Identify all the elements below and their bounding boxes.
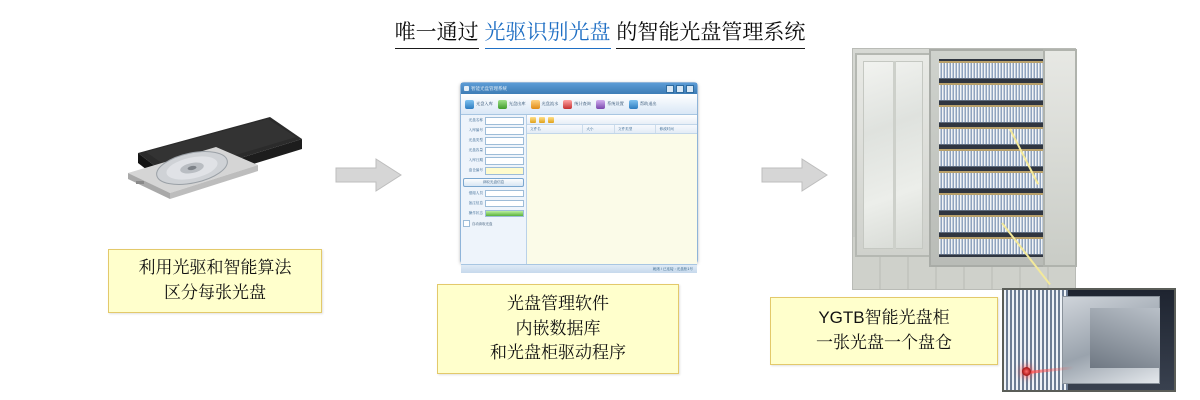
disc-shelf <box>939 171 1045 189</box>
disc-shelf <box>939 61 1045 79</box>
maximize-icon[interactable] <box>676 85 684 93</box>
toolbar-item-export[interactable] <box>498 100 526 109</box>
refresh-icon[interactable] <box>539 117 545 123</box>
toolbar-label: 光盘流水 <box>541 101 559 106</box>
log-icon <box>531 100 540 109</box>
software-titlebar <box>461 83 697 94</box>
toolbar-label: 光盘入库 <box>476 101 493 106</box>
form-row[interactable] <box>463 147 524 155</box>
form-label: 操作状态 <box>468 210 483 215</box>
form-label: 光盘名称 <box>468 118 483 123</box>
form-row[interactable] <box>463 127 524 135</box>
column-header: 文件类型 <box>615 125 657 133</box>
toolbar-label: 统计查询 <box>574 101 592 106</box>
column-header: 修改时间 <box>659 127 674 131</box>
form-label: 光盘类型 <box>468 138 483 143</box>
software-form-panel <box>461 115 527 264</box>
callout-line: 内嵌数据库 <box>515 318 601 338</box>
form-input[interactable] <box>485 157 524 165</box>
form-row-progress <box>463 210 524 218</box>
toolbar-item-settings[interactable] <box>596 100 624 109</box>
form-label: 备注信息 <box>468 200 483 205</box>
toolbar-label: 系统设置 <box>607 101 624 106</box>
toolbar-label: 帮助退出 <box>639 101 657 106</box>
software-file-panel <box>527 115 697 264</box>
checkbox-label: 自动读取光盘 <box>472 221 493 226</box>
toolbar-label: 光盘出库 <box>508 101 526 106</box>
slot-stripes <box>1004 290 1068 390</box>
disc-shelf <box>939 105 1045 123</box>
callout-line: 一张光盘一个盘仓 <box>816 333 952 352</box>
software-body <box>461 115 697 264</box>
column-header: 大小 <box>583 125 615 133</box>
form-row[interactable] <box>463 200 524 208</box>
form-row[interactable] <box>463 157 524 165</box>
callout-cabinet <box>770 297 998 365</box>
disc-shelf <box>939 237 1045 255</box>
callout-line: 区分每张光盘 <box>164 283 266 302</box>
disc-shelf <box>939 215 1045 233</box>
disc-out-icon <box>498 100 507 109</box>
software-screenshot <box>460 82 698 271</box>
form-row[interactable] <box>463 117 524 125</box>
help-icon <box>629 100 638 109</box>
cabinet-glass-door <box>855 53 931 257</box>
toolbar-item-log[interactable] <box>531 100 559 109</box>
toolbar-item-import[interactable] <box>465 100 493 109</box>
title-after: 的智能光盘管理系统 <box>616 16 805 49</box>
toolbar-item-help[interactable] <box>629 100 657 109</box>
arrow-drive-to-software <box>336 158 402 192</box>
form-row[interactable] <box>463 167 524 175</box>
chart-icon <box>563 100 572 109</box>
software-toolbar[interactable] <box>461 94 697 115</box>
form-input[interactable] <box>485 190 524 198</box>
disc-shelf <box>939 127 1045 145</box>
optical-drive-image <box>120 95 308 205</box>
app-icon <box>464 86 469 91</box>
form-label: 盘仓编号 <box>468 168 483 173</box>
callout-line: 利用光驱和智能算法 <box>138 258 292 278</box>
form-row[interactable] <box>463 137 524 145</box>
window-controls[interactable] <box>666 85 694 93</box>
toolbar-item-stats[interactable] <box>563 100 591 109</box>
close-icon[interactable] <box>686 85 694 93</box>
door-mullion <box>893 61 896 249</box>
callout-line: 光盘管理软件 <box>507 294 609 314</box>
form-label: 借阅人员 <box>468 190 483 195</box>
callout-line: 和光盘柜驱动程序 <box>490 343 626 363</box>
folder-icon[interactable] <box>530 117 536 123</box>
cabinet-slot-closeup <box>1002 288 1176 392</box>
delete-icon[interactable] <box>548 117 554 123</box>
progress-bar <box>485 210 524 218</box>
cabinet-open-door <box>1043 49 1077 267</box>
file-table-header <box>527 125 697 134</box>
auto-read-checkbox[interactable] <box>463 220 470 227</box>
arrow-software-to-cabinet <box>762 158 828 192</box>
callout-line: YGTB智能光盘柜 <box>818 308 950 328</box>
form-label: 光盘容量 <box>468 148 483 153</box>
read-disc-button[interactable]: 读取光盘信息 <box>463 178 524 187</box>
form-input[interactable] <box>485 147 524 155</box>
gear-icon <box>596 100 605 109</box>
cabinet-interior <box>939 59 1045 257</box>
disc-in-icon <box>465 100 474 109</box>
disc-shelf <box>939 193 1045 211</box>
form-input[interactable] <box>485 200 524 208</box>
form-input[interactable] <box>485 137 524 145</box>
form-label: 入库编号 <box>468 128 483 133</box>
file-panel-toolbar[interactable] <box>527 115 697 125</box>
title-highlight: 光驱识别光盘 <box>485 16 611 49</box>
auto-read-checkbox-row[interactable] <box>463 220 524 227</box>
software-statusbar: 就绪 / 已连接 : 光盘柜1号 <box>461 264 697 273</box>
software-window-title: 智能光盘管理系统 <box>471 85 507 91</box>
form-input[interactable] <box>485 127 524 135</box>
form-label: 入库日期 <box>468 158 483 163</box>
cabinet-photo <box>852 48 1076 290</box>
form-input[interactable] <box>485 117 524 125</box>
callout-software <box>437 284 679 374</box>
disc-shelf <box>939 83 1045 101</box>
form-input-highlighted[interactable] <box>485 167 524 175</box>
laser-led-icon <box>1022 367 1031 376</box>
minimize-icon[interactable] <box>666 85 674 93</box>
callout-drive <box>108 249 322 313</box>
cabinet-body <box>929 49 1055 267</box>
form-row[interactable] <box>463 190 524 198</box>
metal-plate-secondary <box>1090 308 1160 368</box>
title-before: 唯一通过 <box>395 16 479 49</box>
file-list[interactable] <box>527 134 697 264</box>
column-header: 文件名 <box>527 125 583 133</box>
page-title <box>0 16 1200 49</box>
